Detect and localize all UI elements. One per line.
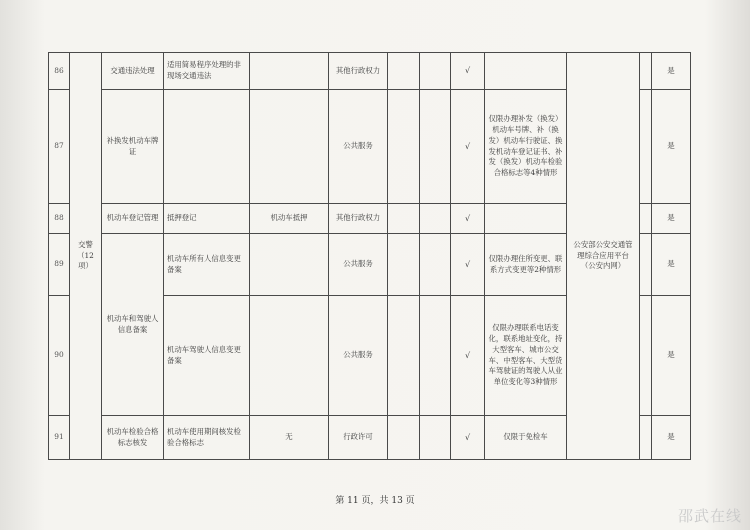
power-type: 其他行政权力 — [329, 204, 388, 234]
empty-cell — [420, 90, 451, 204]
note-cell — [485, 53, 567, 90]
power-type: 行政许可 — [329, 416, 388, 460]
sub-item — [164, 90, 250, 204]
power-type: 公共服务 — [329, 90, 388, 204]
detail-cell — [250, 234, 329, 296]
empty-cell — [388, 416, 420, 460]
row-number: 91 — [49, 416, 70, 460]
note-cell: 仅限办理补发（换发）机动车号牌、补（换发）机动车行驶证、换发机动车登记证书、补发（换发）机动车检验合格标志等4种情形 — [485, 90, 567, 204]
check-mark: √ — [451, 204, 485, 234]
empty-cell — [420, 234, 451, 296]
detail-cell — [250, 53, 329, 90]
note-cell: 仅限办理住所变更、联系方式变更等2种情形 — [485, 234, 567, 296]
item-name: 交通违法处理 — [102, 53, 164, 90]
note-cell — [485, 204, 567, 234]
power-type: 公共服务 — [329, 234, 388, 296]
empty-cell — [388, 296, 420, 416]
empty-cell — [420, 53, 451, 90]
note-cell: 仅限于免检车 — [485, 416, 567, 460]
empty-cell — [388, 90, 420, 204]
yes-cell: 是 — [652, 53, 691, 90]
watermark: 邵武在线 — [677, 507, 742, 525]
empty-cell — [388, 53, 420, 90]
empty-cell — [640, 204, 652, 234]
sub-item: 机动车所有人信息变更备案 — [164, 234, 250, 296]
detail-cell: 无 — [250, 416, 329, 460]
yes-cell: 是 — [652, 234, 691, 296]
department-cell: 交警（12项） — [70, 53, 102, 460]
item-name: 机动车和驾驶人信息备案 — [102, 234, 164, 416]
yes-cell: 是 — [652, 204, 691, 234]
row-number: 89 — [49, 234, 70, 296]
check-mark: √ — [451, 90, 485, 204]
item-name: 机动车登记管理 — [102, 204, 164, 234]
sub-item: 机动车驾驶人信息变更备案 — [164, 296, 250, 416]
platform-cell: 公安部公安交通管理综合应用平台（公安内网） — [567, 53, 640, 460]
empty-cell — [420, 296, 451, 416]
note-cell: 仅限办理联系电话变化，联系地址变化，持大型客车、城市公交车、中型客车、大型货车驾驶证的驾驶人从业单位变化等3种情形 — [485, 296, 567, 416]
empty-cell — [640, 234, 652, 296]
check-mark: √ — [451, 53, 485, 90]
yes-cell: 是 — [652, 296, 691, 416]
empty-cell — [640, 296, 652, 416]
item-name: 机动车检验合格标志核发 — [102, 416, 164, 460]
yes-cell: 是 — [652, 416, 691, 460]
power-type: 其他行政权力 — [329, 53, 388, 90]
row-number: 86 — [49, 53, 70, 90]
item-name: 补换发机动车牌证 — [102, 90, 164, 204]
detail-cell — [250, 296, 329, 416]
detail-cell — [250, 90, 329, 204]
table-row — [49, 53, 691, 90]
empty-cell — [420, 416, 451, 460]
sub-item: 机动车使用期间核发检验合格标志 — [164, 416, 250, 460]
check-mark: √ — [451, 416, 485, 460]
yes-cell: 是 — [652, 90, 691, 204]
sub-item: 抵押登记 — [164, 204, 250, 234]
empty-cell — [640, 53, 652, 90]
page-footer: 第 11 页，共 13 页 — [335, 496, 415, 506]
row-number: 88 — [49, 204, 70, 234]
empty-cell — [640, 416, 652, 460]
empty-cell — [388, 204, 420, 234]
empty-cell — [388, 234, 420, 296]
row-number: 90 — [49, 296, 70, 416]
detail-cell: 机动车抵押 — [250, 204, 329, 234]
row-number: 87 — [49, 90, 70, 204]
power-type: 公共服务 — [329, 296, 388, 416]
service-table — [48, 52, 691, 460]
sub-item: 适用简易程序处理的非现场交通违法 — [164, 53, 250, 90]
empty-cell — [420, 204, 451, 234]
empty-cell — [640, 90, 652, 204]
check-mark: √ — [451, 234, 485, 296]
check-mark: √ — [451, 296, 485, 416]
